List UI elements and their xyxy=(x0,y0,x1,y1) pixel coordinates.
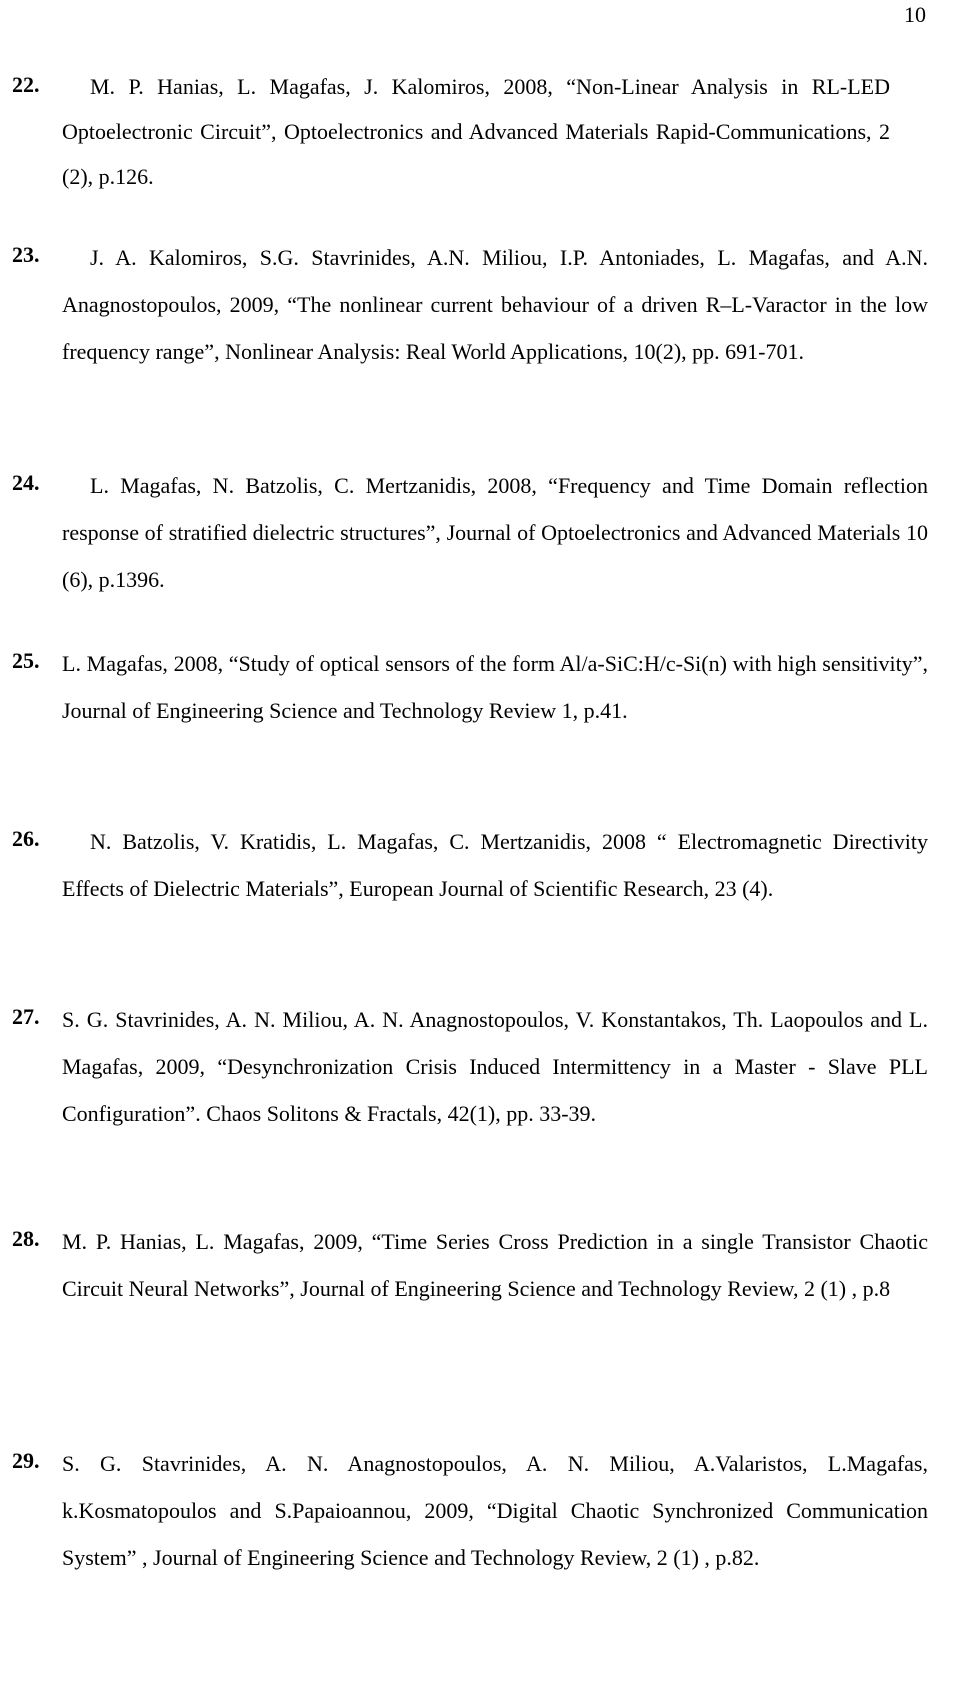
reference-text: S. G. Stavrinides, A. N. Miliou, A. N. Anagnostopoulos, V. Konstantakos, Th. Laopoulos and L. Magafas, 2009, “Desynchronization Crisis Induced Intermittency in a Master - Slave PLL Configuration”. Chaos Solitons & Fractals, 42(1), pp. 33-39. xyxy=(62,1007,928,1126)
reference-text: J. A. Kalomiros, S.G. Stavrinides, A.N. Miliou, I.P. Antoniades, L. Magafas, and A.N. Anagnostopoulos, 2009, “The nonlinear current behaviour of a driven R–L-Varactor in the low frequency range”, Nonlinear Analysis: Real World Applications, 10(2), pp. 691-701. xyxy=(62,245,928,364)
reference-number: 26. xyxy=(12,826,40,851)
reference-number: 28. xyxy=(12,1226,40,1251)
reference-text: L. Magafas, 2008, “Study of optical sensors of the form Al/a-SiC:H/c-Si(n) with high sensitivity”, Journal of Engineering Science and Technology Review 1, p.41. xyxy=(62,651,928,723)
reference-number: 22. xyxy=(12,72,40,97)
page-number: 10 xyxy=(904,2,926,27)
reference-text: M. P. Hanias, L. Magafas, J. Kalomiros, 2008, “Non-Linear Analysis in RL-LED Optoelectronic Circuit”, Optoelectronics and Advanced Materials Rapid-Communications, 2 (2), p.126. xyxy=(62,74,890,189)
reference-number: 29. xyxy=(12,1448,40,1473)
reference-number: 23. xyxy=(12,242,40,267)
reference-text: M. P. Hanias, L. Magafas, 2009, “Time Series Cross Prediction in a single Transistor Chaotic Circuit Neural Networks”, Journal of Engineering Science and Technology Review, 2 (1) , p.8 xyxy=(62,1229,928,1301)
reference-text: S. G. Stavrinides, A. N. Anagnostopoulos, A. N. Miliou, A.Valaristos, L.Magafas, k.Kosmatopoulos and S.Papaioannou, 2009, “Digital Chaotic Synchronized Communication System” , Journal of Engineering Science and Technology Review, 2 (1) , p.82. xyxy=(62,1451,928,1570)
reference-number: 25. xyxy=(12,648,40,673)
reference-text: N. Batzolis, V. Kratidis, L. Magafas, C. Mertzanidis, 2008 “ Electromagnetic Directivity Effects of Dielectric Materials”, European Journal of Scientific Research, 23 (4). xyxy=(62,829,928,901)
reference-number: 24. xyxy=(12,470,40,495)
reference-number: 27. xyxy=(12,1004,40,1029)
reference-text: L. Magafas, N. Batzolis, C. Mertzanidis, 2008, “Frequency and Time Domain reflection response of stratified dielectric structures”, Journal of Optoelectronics and Advanced Materials 10 (6), p.1396. xyxy=(62,473,928,592)
